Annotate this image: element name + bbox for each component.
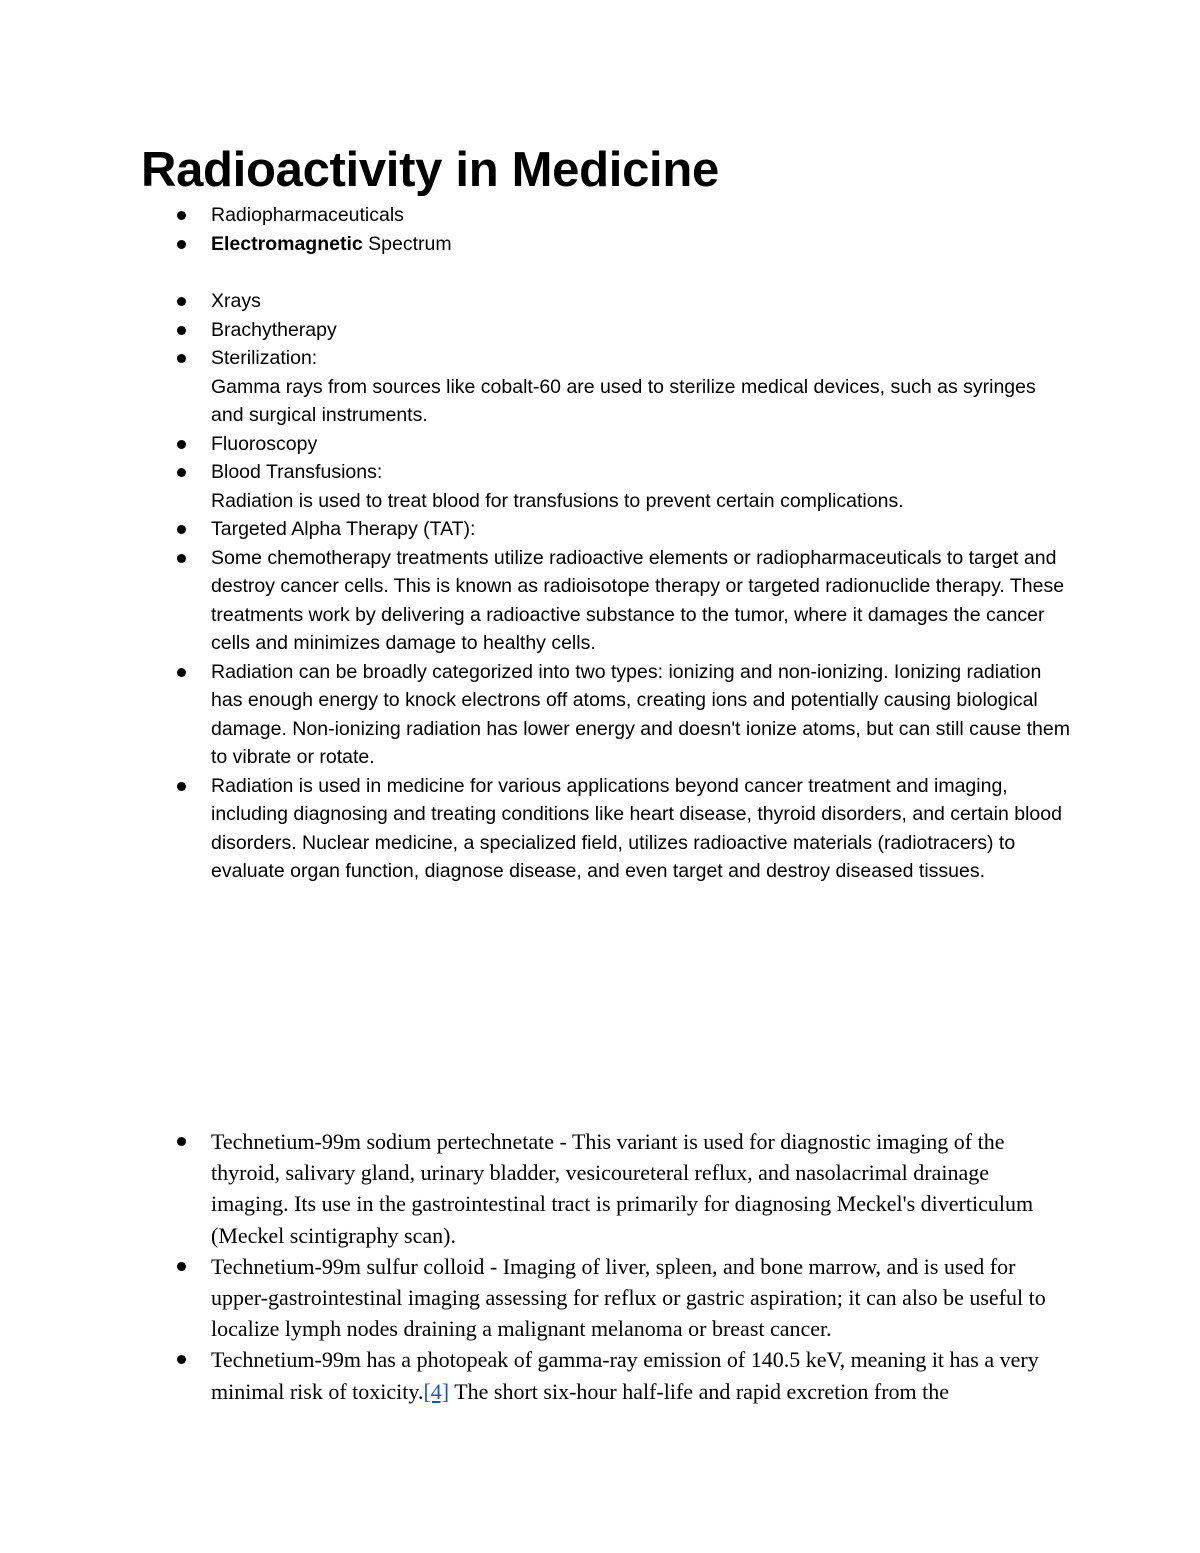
list-item: Radiation is used in medicine for various applications beyond cancer treatment and imaging, including diagnosing and treating conditions like heart disease, thyroid disorders, and certain blood disorders. Nuclear medicine, a specialized field, utilizes radioactive materials (radiotracers) to evaluate organ function, diagnose disease, and even target and destroy diseased tissues. [0,772,1200,886]
bullet-icon [177,1355,186,1364]
bullet-icon [177,468,186,477]
list-item: Technetium-99m has a photopeak of gamma-ray emission of 140.5 keV, meaning it has a very minimal risk of toxicity.[4] The short six-hour half-life and rapid excretion from the [0,1344,1200,1406]
list-item: Targeted Alpha Therapy (TAT): [0,515,1200,544]
list-item: Radiation can be broadly categorized into two types: ionizing and non-ionizing. Ionizing radiation has enough energy to knock electrons off atoms, creating ions and potentially causing biological damage. Non-ionizing radiation has lower energy and doesn't ionize atoms, but can still cause them to vibrate or rotate. [0,658,1200,772]
citation-link[interactable]: [4] [423,1378,450,1404]
list-item: Technetium-99m sulfur colloid - Imaging of liver, spleen, and bone marrow, and is used for upper-gastrointestinal imaging assessing for reflux or gastric aspiration; it can also be useful to localize lymph nodes draining a malignant melanoma or breast cancer. [0,1251,1200,1345]
list-item: Technetium-99m sodium pertechnetate - This variant is used for diagnostic imaging of the thyroid, salivary gland, urinary bladder, vesicoureteral reflux, and nasolacrimal drainage imaging. Its use in the gastrointestinal tract is primarily for diagnosing Meckel's diverticulum (Meckel scintigraphy scan). [0,1126,1200,1251]
bullet-icon [177,554,186,563]
list-item-detail: Gamma rays from sources like cobalt-60 are used to sterilize medical devices, such as syringes and surgical instruments. [211,375,1036,426]
bullet-list-technetium [0,1126,1200,1407]
bullet-icon [177,782,186,791]
bullet-icon [177,354,186,363]
list-item: Brachytherapy [0,316,1200,345]
list-item: Radiopharmaceuticals [0,201,1200,230]
list-item: Xrays [0,287,1200,316]
bullet-icon [177,668,186,677]
list-item: Fluoroscopy [0,430,1200,459]
bullet-icon [177,211,186,220]
bullet-icon [177,525,186,534]
list-item: Electromagnetic Spectrum [0,230,1200,259]
list-item: Sterilization: Gamma rays from sources like cobalt-60 are used to sterilize medical devices, such as syringes and surgical instruments. [0,344,1200,430]
bullet-icon [177,1137,186,1146]
bullet-icon [177,326,186,335]
bullet-icon [177,1262,186,1271]
bullet-list-applications [0,287,1200,886]
bold-term: Electromagnetic [211,232,363,255]
list-item: Some chemotherapy treatments utilize radioactive elements or radiopharmaceuticals to target and destroy cancer cells. This is known as radioisotope therapy or targeted radionuclide therapy. These treatments work by delivering a radioactive substance to the tumor, where it damages the cancer cells and minimizes damage to healthy cells. [0,544,1200,658]
list-item: Blood Transfusions: Radiation is used to treat blood for transfusions to prevent certain complications. [0,458,1200,515]
bullet-list-intro [0,201,1200,258]
bullet-icon [177,297,186,306]
bullet-icon [177,240,186,249]
page-title: Radioactivity in Medicine [141,143,719,197]
list-item-detail: Radiation is used to treat blood for transfusions to prevent certain complications. [211,489,904,512]
bullet-icon [177,440,186,449]
